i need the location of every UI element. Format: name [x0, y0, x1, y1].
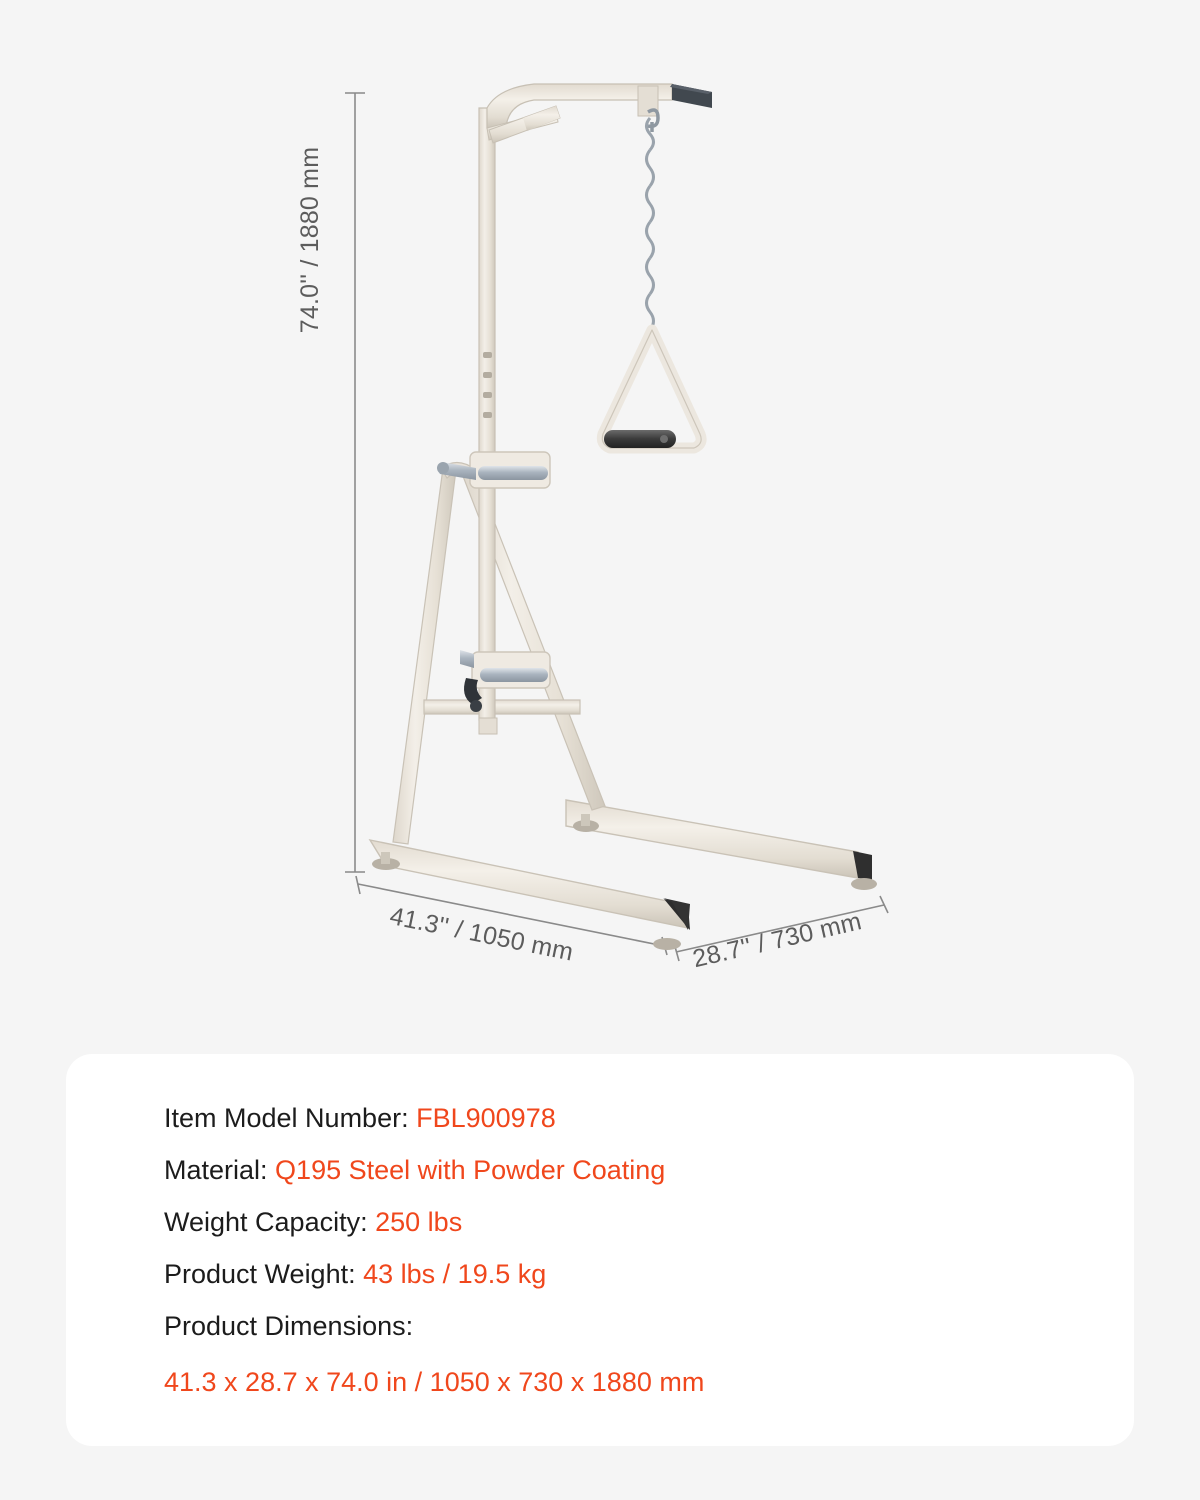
spec-label-material: Material: [164, 1155, 268, 1185]
dimension-width-label: 41.3'' / 1050 mm [387, 902, 576, 967]
spec-row-weight-capacity [164, 1196, 1134, 1248]
spec-value-model: FBL900978 [416, 1103, 556, 1133]
hanging-chain [647, 118, 654, 330]
trapeze-triangle-handle [602, 330, 701, 448]
spec-row-product-weight [164, 1248, 1134, 1300]
base-side-rail [566, 800, 872, 880]
spec-value-dimensions: 41.3 x 28.7 x 74.0 in / 1050 x 730 x 1880 mm [164, 1367, 705, 1397]
spec-value-weight-capacity: 250 lbs [375, 1207, 463, 1237]
spec-value-product-weight: 43 lbs / 19.5 kg [363, 1259, 547, 1289]
spec-label-product-weight: Product Weight: [164, 1259, 356, 1289]
spec-label-weight-capacity: Weight Capacity: [164, 1207, 368, 1237]
spec-row-material [164, 1144, 1134, 1196]
spec-row-dimensions-label [164, 1300, 1134, 1352]
spec-row-model [164, 1092, 1134, 1144]
mast-base-bracket [479, 718, 497, 734]
spec-value-material: Q195 Steel with Powder Coating [275, 1155, 666, 1185]
spec-label-model: Item Model Number: [164, 1103, 409, 1133]
specification-card [66, 1054, 1134, 1446]
dimension-depth-label: 28.7'' / 730 mm [690, 907, 865, 974]
vertical-mast [479, 108, 495, 720]
spec-label-dimensions: Product Dimensions: [164, 1311, 414, 1341]
dimension-height-label: 74.0'' / 1880 mm [296, 146, 324, 334]
